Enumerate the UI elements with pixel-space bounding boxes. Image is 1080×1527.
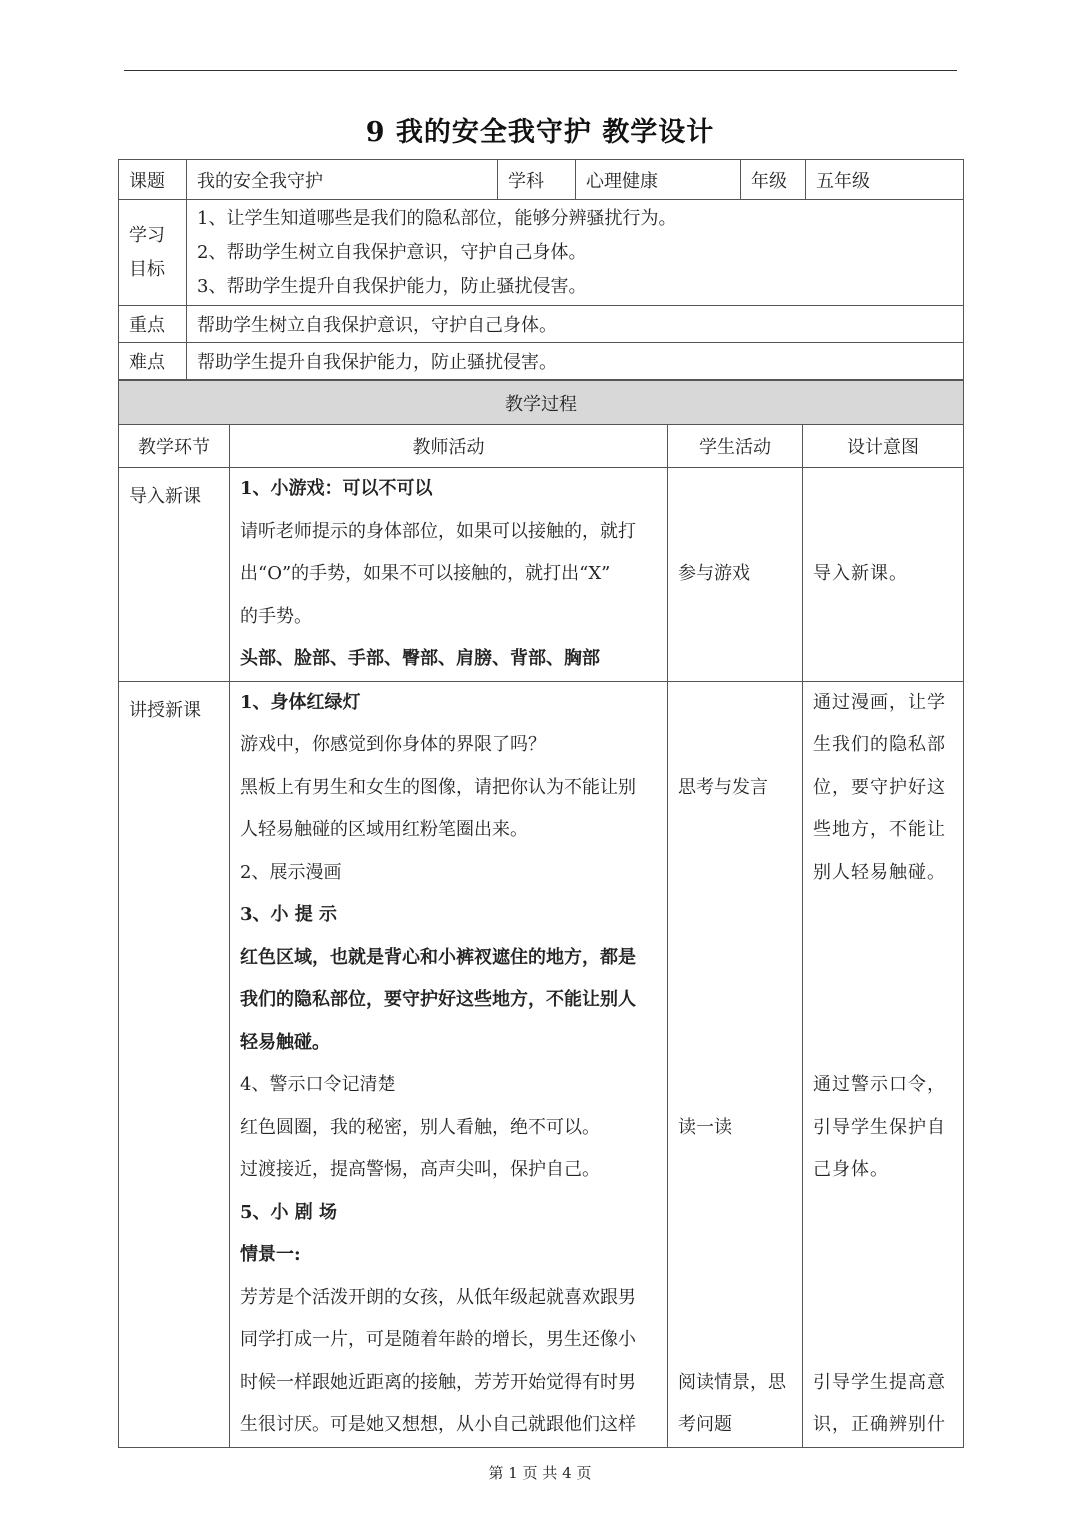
teacher-line: 1、小游戏：可以不可以 <box>240 478 433 499</box>
teacher-line: 红色区域，也就是背心和小裤衩遮住的地方，都是 <box>240 946 636 968</box>
objectives-row <box>119 200 964 306</box>
teacher-line: 出“O”的手势，如果不可以接触的，就打出“X” <box>240 563 611 584</box>
key-point-row <box>119 306 964 343</box>
difficulty-value: 帮助学生提升自我保护能力，防止骚扰侵害。 <box>187 343 964 380</box>
intent-line: 通过漫画，让学 <box>813 691 946 713</box>
process-header-row <box>119 425 964 468</box>
intent-line: 别人轻易触碰。 <box>813 861 946 883</box>
student-line: 读一读 <box>678 1116 732 1138</box>
objective-item: 2、帮助学生树立自我保护意识，守护自己身体。 <box>197 241 587 263</box>
lesson-info-table <box>118 159 964 380</box>
process-band-row <box>119 381 964 425</box>
teacher-line: 生很讨厌。可是她又想想，从小自己就跟他们这样 <box>240 1414 636 1435</box>
objective-item: 1、让学生知道哪些是我们的隐私部位，能够分辨骚扰行为。 <box>197 207 677 229</box>
grade-value: 五年级 <box>806 160 964 200</box>
objectives-list <box>187 200 964 306</box>
teacher-line: 5、小 剧 场 <box>240 1201 338 1223</box>
course-label: 课题 <box>119 160 187 200</box>
process-band-title: 教学过程 <box>119 381 964 425</box>
intent-line: 生我们的隐私部 <box>813 734 946 755</box>
header-student: 学生活动 <box>668 425 803 468</box>
teacher-line: 请听老师提示的身体部位，如果可以接触的，就打 <box>240 520 636 542</box>
student-line: 思考与发言 <box>678 776 768 798</box>
teacher-line: 3、小 提 示 <box>240 904 338 925</box>
intent-line: 通过警示口令， <box>813 1074 946 1095</box>
difficulty-row <box>119 343 964 380</box>
student-line: 阅读情景，思 <box>678 1371 786 1393</box>
header-intent: 设计意图 <box>803 425 964 468</box>
intent-line: 引导学生提高意 <box>813 1371 946 1393</box>
objectives-label-line: 学习 <box>129 224 165 246</box>
teacher-line: 人轻易触碰的区域用红粉笔圈出来。 <box>240 819 528 840</box>
objectives-label <box>119 200 187 306</box>
intro-design-intent: 导入新课。 <box>803 468 964 682</box>
lecture-row <box>119 681 964 1447</box>
lecture-design-intent <box>803 681 964 1447</box>
grade-label: 年级 <box>741 160 806 200</box>
student-line: 考问题 <box>678 1414 732 1435</box>
teacher-line: 游戏中，你感觉到你身体的界限了吗？ <box>240 734 546 755</box>
teacher-line: 过渡接近，提高警惕，高声尖叫，保护自己。 <box>240 1159 600 1180</box>
teacher-line: 红色圆圈，我的秘密，别人看触，绝不可以。 <box>240 1116 600 1138</box>
teacher-line: 2、展示漫画 <box>240 861 342 883</box>
header-stage: 教学环节 <box>119 425 230 468</box>
teacher-line: 时候一样跟她近距离的接触，芳芳开始觉得有时男 <box>240 1371 636 1393</box>
teacher-line: 的手势。 <box>240 605 312 627</box>
difficulty-label: 难点 <box>119 343 187 380</box>
teacher-line: 芳芳是个活泼开朗的女孩，从低年级起就喜欢跟男 <box>240 1286 636 1308</box>
teacher-line: 情景一: <box>240 1244 301 1265</box>
intent-line: 些地方，不能让 <box>813 819 946 840</box>
intent-line: 位，要守护好这 <box>813 776 946 798</box>
header-teacher: 教师活动 <box>230 425 668 468</box>
intent-line: 己身体。 <box>813 1159 889 1180</box>
objective-item: 3、帮助学生提升自我保护能力，防止骚扰侵害。 <box>197 275 587 297</box>
intro-student-activity: 参与游戏 <box>668 468 803 682</box>
subject-value: 心理健康 <box>576 160 741 200</box>
teacher-line: 我们的隐私部位，要守护好这些地方，不能让别人 <box>240 989 636 1010</box>
intro-teacher-activity <box>230 468 668 682</box>
course-value: 我的安全我守护 <box>187 160 498 200</box>
header-rule <box>124 70 957 71</box>
teacher-line: 黑板上有男生和女生的图像，请把你认为不能让别 <box>240 776 636 798</box>
intro-row <box>119 468 964 682</box>
teacher-line: 轻易触碰。 <box>240 1031 330 1053</box>
objectives-label-line: 目标 <box>129 258 165 280</box>
lecture-stage: 讲授新课 <box>119 681 230 1447</box>
lecture-student-activity <box>668 681 803 1447</box>
page-footer: 第 1 页 共 4 页 <box>488 1464 592 1482</box>
lecture-teacher-activity <box>230 681 668 1447</box>
teacher-line: 同学打成一片，可是随着年龄的增长，男生还像小 <box>240 1329 636 1350</box>
document-title: 9 我的安全我守护 教学设计 <box>365 117 715 148</box>
key-point-label: 重点 <box>119 306 187 343</box>
intent-line: 引导学生保护自 <box>813 1116 946 1138</box>
teacher-line: 1、身体红绿灯 <box>240 691 361 713</box>
teaching-process-table <box>118 380 964 1448</box>
intent-line: 识，正确辨别什 <box>813 1414 946 1435</box>
teacher-line: 4、警示口令记清楚 <box>240 1074 396 1095</box>
intro-stage: 导入新课 <box>119 468 230 682</box>
key-point-value: 帮助学生树立自我保护意识，守护自己身体。 <box>187 306 964 343</box>
course-row <box>119 160 964 200</box>
subject-label: 学科 <box>498 160 576 200</box>
teacher-line: 头部、脸部、手部、臀部、肩膀、背部、胸部 <box>240 648 600 669</box>
